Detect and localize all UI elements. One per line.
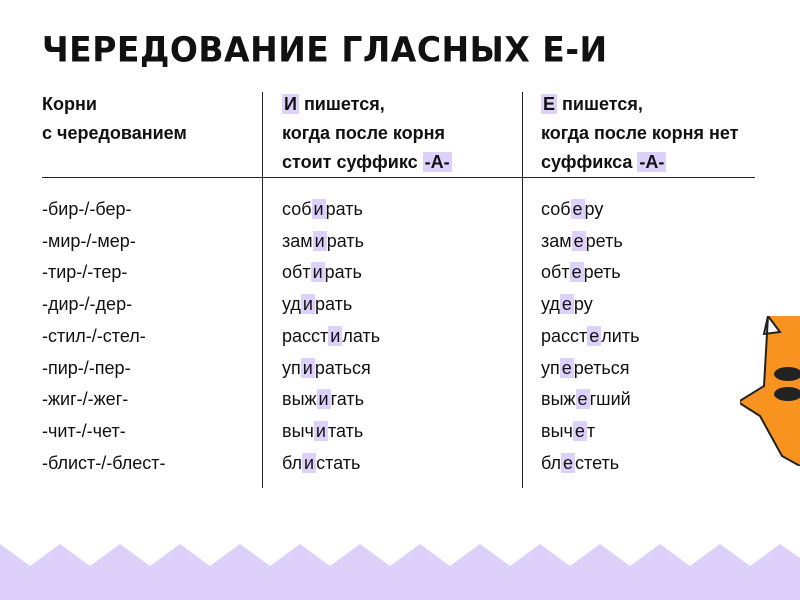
word-part: реть	[585, 230, 623, 251]
highlighted-vowel: и	[312, 262, 323, 283]
fox-mascot-icon	[740, 316, 800, 466]
highlighted-vowel: е	[563, 452, 574, 473]
word-part: обт	[282, 262, 311, 283]
word-part: тать	[327, 420, 364, 441]
e-example-cell	[541, 194, 639, 226]
word-part: бл	[541, 452, 562, 473]
highlighted-vowel: и	[315, 420, 326, 441]
word-part: рать	[326, 230, 364, 251]
word-part: гший	[589, 389, 631, 410]
word-part: уп	[282, 357, 301, 378]
word-part: выч	[282, 420, 314, 441]
highlighted-vowel: е	[573, 230, 584, 251]
roots-header-line1: Корни	[42, 94, 97, 114]
word-part: т	[586, 420, 596, 441]
word-part: стеть	[575, 452, 620, 473]
e-header-line3-pre: суффикса	[541, 152, 638, 172]
highlighted-vowel: е	[572, 199, 583, 219]
e-header-line1-rest: пишется,	[557, 94, 643, 114]
word-part: рать	[314, 294, 353, 315]
e-letter-highlight: Е	[543, 94, 556, 114]
word-part: выч	[541, 420, 573, 441]
word-part: выж	[541, 389, 576, 410]
word-part: ру	[573, 294, 593, 315]
highlighted-vowel: е	[561, 294, 572, 315]
root-cell: -тир-/-тер-	[42, 262, 128, 283]
i-suffix-highlight: -А-	[424, 152, 450, 172]
word-part: рать	[324, 262, 362, 283]
highlighted-vowel: и	[302, 357, 313, 378]
e-header-line2: когда после корня нет	[541, 123, 739, 143]
word-part: уд	[541, 294, 560, 315]
column-divider-1	[262, 92, 263, 488]
word-part: реть	[583, 262, 621, 283]
i-example-cell	[282, 194, 380, 226]
highlighted-vowel: и	[304, 452, 315, 473]
i-example-cell	[282, 416, 380, 448]
i-example-cell	[282, 448, 380, 480]
word-part: реться	[573, 357, 630, 378]
e-example-cell	[541, 289, 639, 321]
root-cell: -пир-/-пер-	[42, 357, 131, 378]
word-part: обт	[541, 262, 570, 283]
i-example-cell	[282, 353, 380, 385]
highlighted-vowel: е	[571, 262, 582, 283]
e-examples-column	[541, 194, 639, 479]
highlighted-vowel: и	[314, 230, 325, 251]
word-part: уп	[541, 357, 560, 378]
e-example-cell	[541, 384, 639, 416]
root-cell: -стил-/-стел-	[42, 325, 146, 346]
highlighted-vowel: и	[313, 199, 324, 219]
i-header-line2: когда после корня	[282, 123, 446, 143]
word-part: соб	[541, 199, 571, 219]
i-example-cell	[282, 289, 380, 321]
column-header-e	[541, 90, 781, 177]
word-part: лать	[342, 325, 381, 346]
e-header-line3	[541, 148, 781, 177]
zigzag-band	[0, 538, 800, 600]
highlighted-vowel: и	[302, 294, 313, 315]
column-header-i	[282, 90, 512, 177]
highlighted-vowel: и	[318, 389, 329, 410]
word-part: рать	[325, 199, 363, 219]
i-header-line1-rest: пишется,	[298, 94, 385, 114]
i-header-line3	[282, 148, 512, 177]
root-cell: -дир-/-дер-	[42, 294, 133, 315]
column-header-roots	[42, 90, 252, 148]
root-cell: -блист-/-блест-	[42, 452, 166, 473]
word-part: ру	[584, 199, 604, 219]
column-divider-2	[522, 92, 523, 488]
e-header-line1	[541, 90, 781, 119]
e-example-cell	[541, 416, 639, 448]
root-cell: -жиг-/-жег-	[42, 389, 129, 410]
word-part: расст	[282, 325, 329, 346]
e-example-cell	[541, 448, 639, 480]
highlighted-vowel: и	[330, 325, 341, 346]
word-part: выж	[282, 389, 317, 410]
word-part: уд	[282, 294, 301, 315]
highlighted-vowel: е	[577, 389, 588, 410]
word-part: зам	[282, 230, 313, 251]
roots-column	[42, 194, 166, 479]
i-example-cell	[282, 226, 380, 258]
roots-header-line2: с чередованием	[42, 123, 187, 143]
word-part: раться	[314, 357, 371, 378]
highlighted-vowel: е	[574, 420, 585, 441]
root-cell: -чит-/-чет-	[42, 420, 126, 441]
e-example-cell	[541, 321, 639, 353]
word-part: гать	[330, 389, 365, 410]
e-example-cell	[541, 226, 639, 258]
i-example-cell	[282, 321, 380, 353]
highlighted-vowel: е	[561, 357, 572, 378]
word-part: стать	[316, 452, 361, 473]
header-divider	[42, 177, 755, 178]
e-example-cell	[541, 257, 639, 289]
i-example-cell	[282, 257, 380, 289]
root-cell: -мир-/-мер-	[42, 230, 136, 251]
e-suffix-highlight: -А-	[639, 152, 665, 172]
i-example-cell	[282, 384, 380, 416]
e-example-cell	[541, 353, 639, 385]
word-part: расст	[541, 325, 588, 346]
highlighted-vowel: е	[589, 325, 600, 346]
word-part: лить	[601, 325, 640, 346]
page-title: ЧЕРЕДОВАНИЕ ГЛАСНЫХ Е-И	[42, 29, 608, 70]
root-cell: -бир-/-бер-	[42, 199, 132, 219]
i-letter-highlight: И	[284, 94, 297, 114]
word-part: соб	[282, 199, 312, 219]
i-examples-column	[282, 194, 380, 479]
i-header-line1	[282, 90, 512, 119]
word-part: зам	[541, 230, 572, 251]
word-part: бл	[282, 452, 303, 473]
i-header-line3-pre: стоит суффикс	[282, 152, 423, 172]
